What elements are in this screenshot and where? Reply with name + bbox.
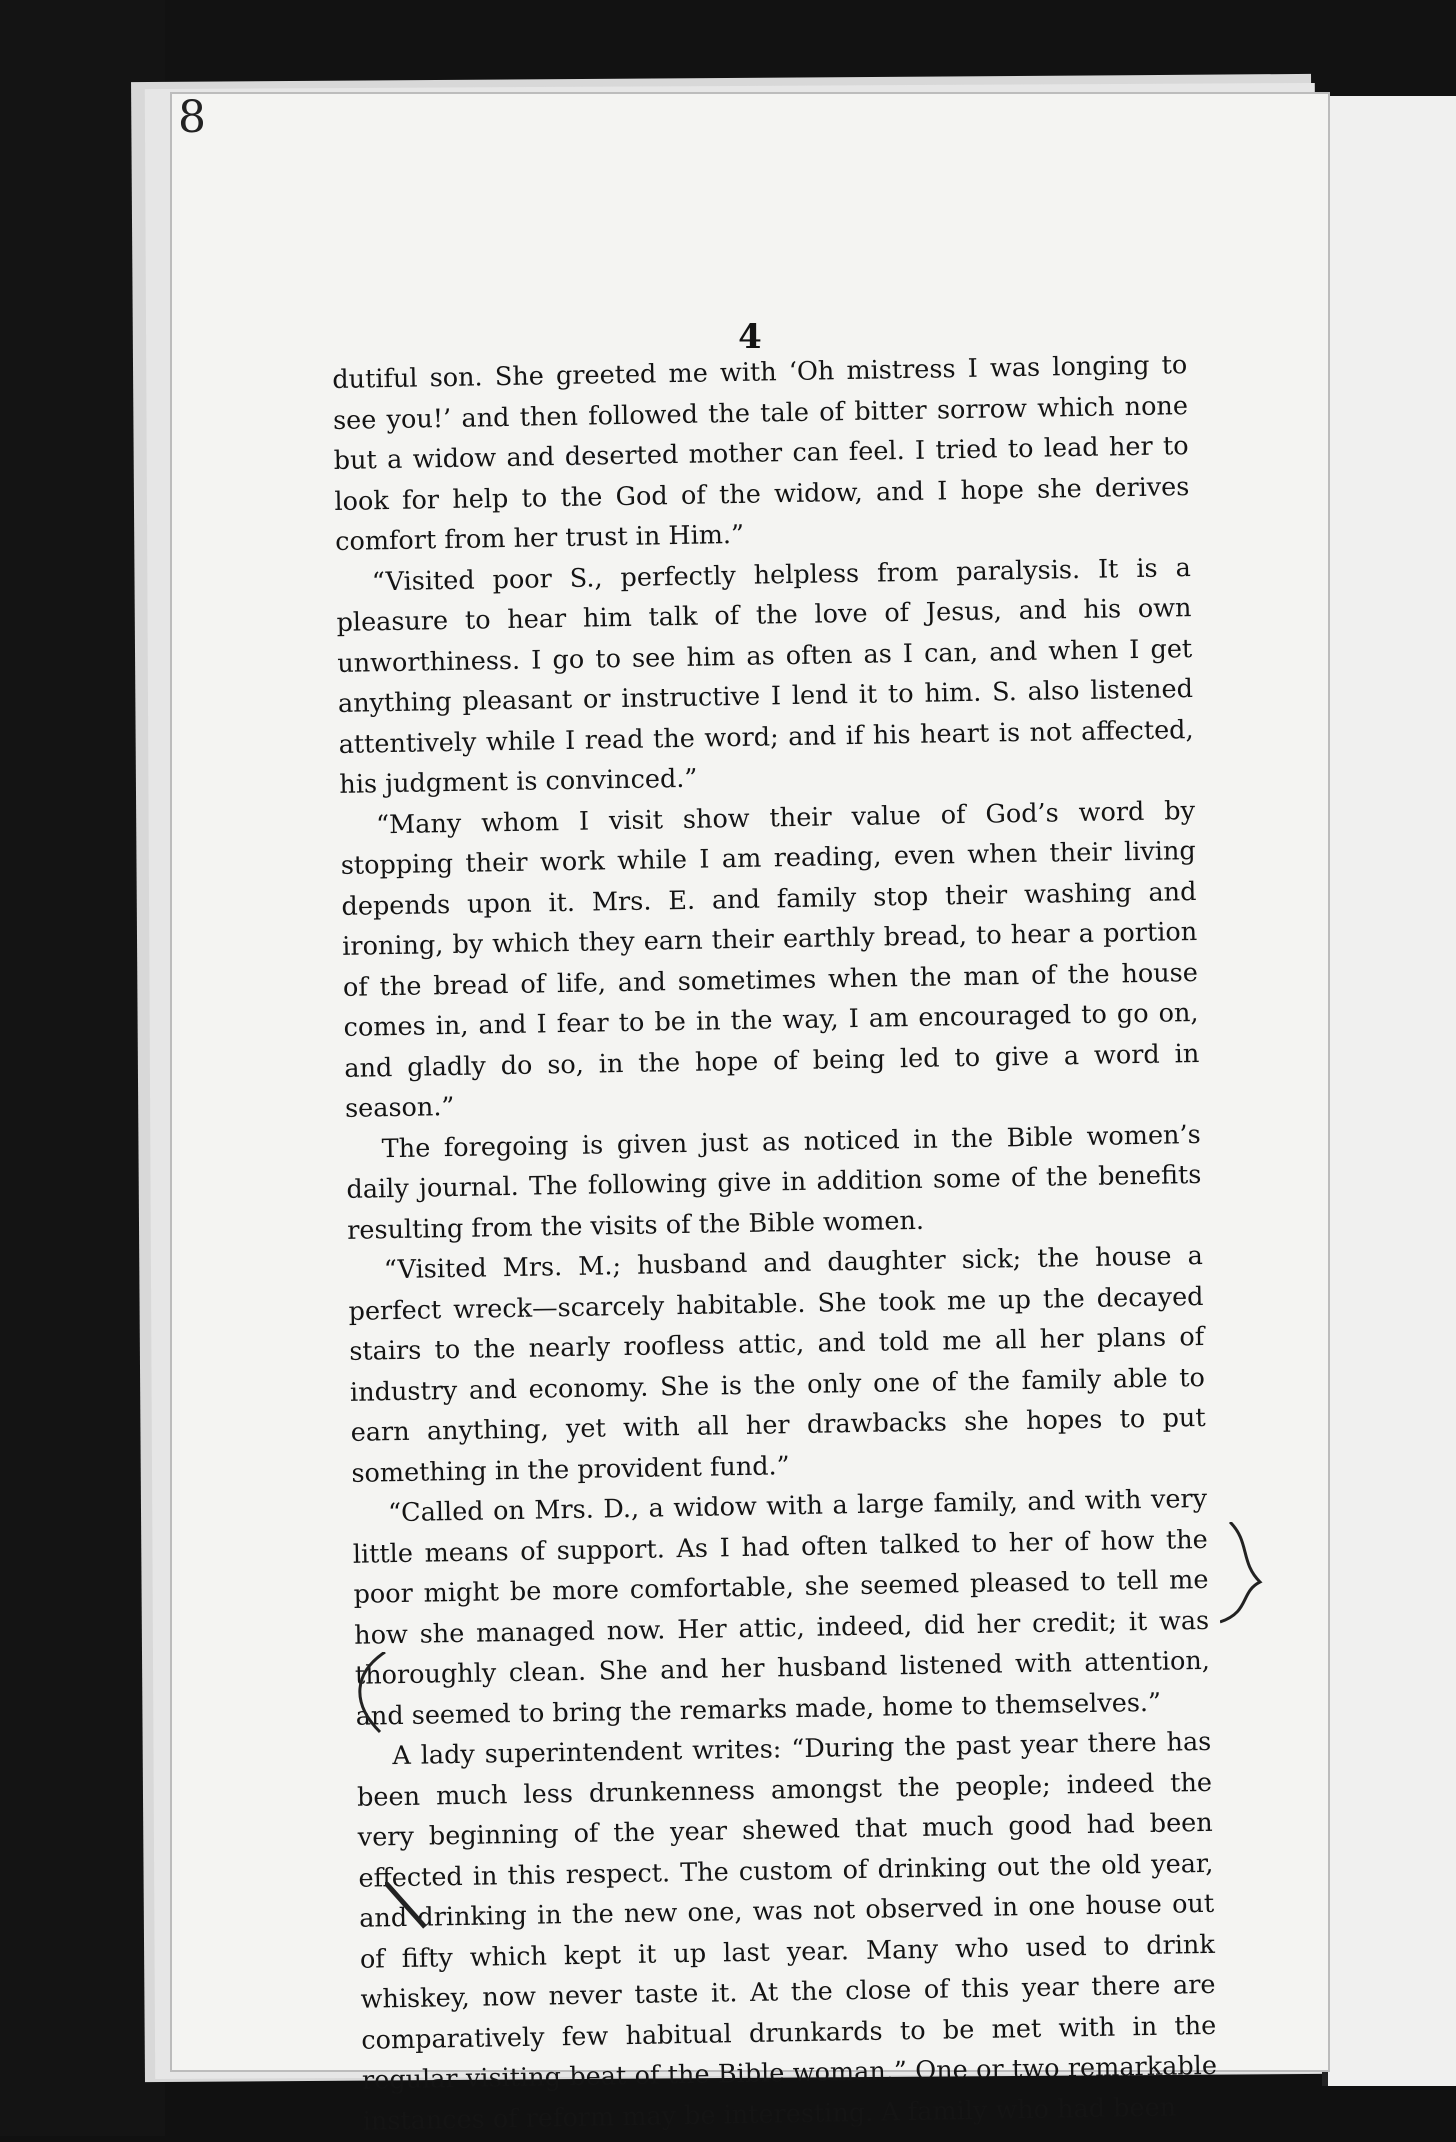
paragraph-1: dutiful son. She greeted me with ‘Oh mistress I was longing to see you!’ and then followed the tale of bitter sorrow which none but a widow and deserted mother can feel. I tried to lead her to look for help to the God of the widow, and I hope she derives comfort from her trust in Him.”	[332, 350, 1190, 557]
margin-bracket-mark	[1220, 1522, 1290, 1672]
paragraph-4: The foregoing is given just as noticed in the Bible women’s daily journal. The following give in addition some of the benefits resulting from the visits of the Bible women.	[346, 1119, 1202, 1246]
page-number: 4	[738, 317, 762, 357]
paragraph-6: “Called on Mrs. D., a widow with a large family, and with very little means of support. As I had often talked to her of how the poor might be more comfortable, she seemed pleased to tell me how she managed now. Her attic, indeed, did her credit; it was thoroughly clean. She and her husband listened with attention, and seemed to bring the remarks made, home to themselves.”	[352, 1483, 1211, 1732]
handwritten-corner-mark: 8	[178, 92, 206, 143]
paragraph-7: A lady superintendent writes: “During the past year there has been much less drunkenness amongst the people; indeed the very beginning of the year shewed that much good had been effected in this respect. The custom of drinking out the old year, and drinking in the new one, was not observed in one house out of fifty which kept it up last year. Many who used to drink whiskey, now never taste it. At the close of this year there are comparatively few habitual drunkards to be met with in the regular visiting beat of the Bible woman.” One or two remarkable instances of reform may be interesting. A family who had been	[356, 1726, 1218, 2137]
paragraph-2: “Visited poor S., perfectly helpless from paralysis. It is a pleasure to hear him talk of the love of Jesus, and his own unworthiness. I go to see him as often as I can, and when I get anything pleasant or instructive I lend it to him. S. also listened attentively while I read the word; and if his heart is not affected, his judgment is convinced.”	[336, 552, 1194, 800]
paragraph-5: “Visited Mrs. M.; husband and daughter sick; the house a perfect wreck—scarcely habitable. She took me up the decayed stairs to the nearly roofless attic, and told me all her plans of industry and economy. She is the only one of the family able to earn anything, yet with all her drawbacks she hopes to put something in the provident fund.”	[348, 1240, 1206, 1489]
margin-stroke-mark	[385, 1882, 445, 1942]
margin-bracket-mark-left	[345, 1652, 405, 1752]
paragraph-3: “Many whom I visit show their value of God’s word by stopping their work while I am reading, even when their living depends upon it. Mrs. E. and family stop their washing and ironing, by which they earn their earthly bread, to hear a portion of the bread of life, and sometimes when the man of the house comes in, and I fear to be in the way, I am encouraged to go on, and gladly do so, in the hope of being led to give a word in season.”	[340, 795, 1200, 1124]
body-text	[332, 345, 1218, 2142]
facing-page-strip	[1322, 96, 1456, 2086]
document-page	[170, 92, 1330, 2137]
